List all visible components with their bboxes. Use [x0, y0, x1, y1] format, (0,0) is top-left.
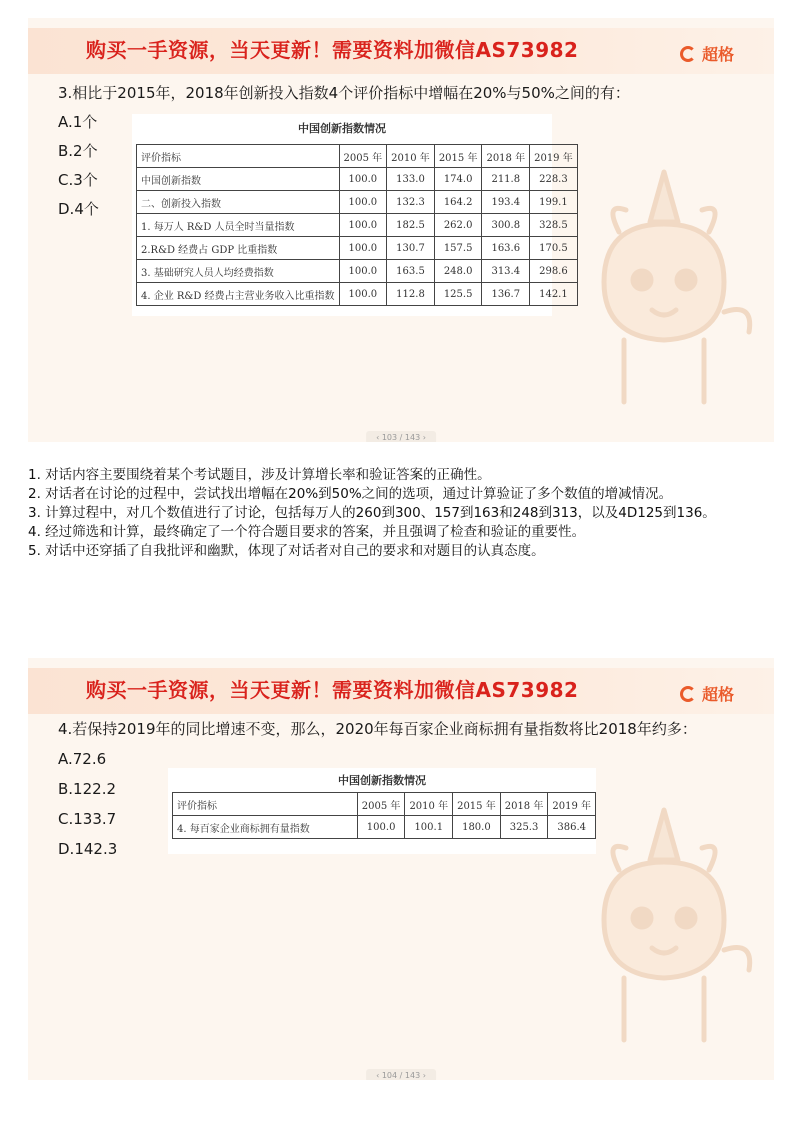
brand-name: 超格	[701, 685, 734, 704]
option-c: C.3个	[58, 171, 98, 189]
summary-item: 2. 对话者在讨论的过程中，尝试找出增幅在20%到50%之间的选项，通过计算验证了多个数值的增减情况。	[28, 486, 673, 502]
innovation-index-table	[172, 792, 596, 839]
cell-value: 132.3	[387, 191, 435, 214]
data-table-card	[168, 768, 596, 854]
cell-value: 130.7	[387, 237, 435, 260]
table-header-row	[137, 145, 578, 168]
promo-banner	[28, 28, 774, 74]
cell-value: 100.0	[339, 283, 387, 306]
option-b: B.2个	[58, 142, 98, 160]
row-label: 4. 每百家企业商标拥有量指数	[173, 816, 358, 839]
cell-value: 142.1	[530, 283, 578, 306]
cell-value: 136.7	[482, 283, 530, 306]
cell-value: 157.5	[434, 237, 482, 260]
row-label: 二、创新投入指数	[137, 191, 340, 214]
innovation-index-table	[136, 144, 578, 306]
answer-options	[58, 108, 99, 224]
table-row	[137, 214, 578, 237]
cell-value: 193.4	[482, 191, 530, 214]
cell-value: 386.4	[548, 816, 596, 839]
cell-value: 170.5	[530, 237, 578, 260]
header-cell: 2010 年	[405, 793, 453, 816]
cell-value: 180.0	[453, 816, 501, 839]
cell-value: 100.0	[339, 237, 387, 260]
cell-value: 248.0	[434, 260, 482, 283]
cell-value: 163.6	[482, 237, 530, 260]
table-row	[137, 191, 578, 214]
row-label: 中国创新指数	[137, 168, 340, 191]
table-title: 中国创新指数情况	[298, 122, 386, 135]
table-row	[137, 260, 578, 283]
cell-value: 313.4	[482, 260, 530, 283]
cell-value: 100.0	[339, 260, 387, 283]
table-row	[173, 816, 596, 839]
option-b: B.122.2	[58, 780, 117, 798]
cell-value: 228.3	[530, 168, 578, 191]
promo-banner	[28, 668, 774, 714]
data-table-card	[132, 114, 573, 316]
cell-value: 182.5	[387, 214, 435, 237]
option-a: A.72.6	[58, 750, 107, 768]
header-cell: 2018 年	[500, 793, 548, 816]
cell-value: 100.0	[339, 168, 387, 191]
banner-text: 购买一手资源，当天更新！需要资料加微信AS73982	[86, 38, 579, 62]
brand-g-icon	[680, 686, 696, 702]
summary-notes	[28, 466, 774, 561]
row-label: 2.R&D 经费占 GDP 比重指数	[137, 237, 340, 260]
cell-value: 100.0	[339, 214, 387, 237]
header-cell: 评价指标	[173, 793, 358, 816]
cell-value: 298.6	[530, 260, 578, 283]
header-cell: 2015 年	[434, 145, 482, 168]
question-text: 4.若保持2019年的同比增速不变，那么，2020年每百家企业商标拥有量指数将比2018年约多：	[58, 720, 697, 738]
slide-page-104	[28, 658, 774, 1080]
cell-value: 262.0	[434, 214, 482, 237]
header-cell: 2019 年	[548, 793, 596, 816]
header-cell: 2005 年	[339, 145, 387, 168]
row-label: 3. 基础研究人员人均经费指数	[137, 260, 340, 283]
header-cell: 2019 年	[530, 145, 578, 168]
unicorn-watermark-icon	[564, 800, 764, 1060]
cell-value: 125.5	[434, 283, 482, 306]
unicorn-watermark-icon	[564, 162, 764, 422]
cell-value: 163.5	[387, 260, 435, 283]
cell-value: 211.8	[482, 168, 530, 191]
header-cell: 2010 年	[387, 145, 435, 168]
header-cell: 评价指标	[137, 145, 340, 168]
cell-value: 100.1	[405, 816, 453, 839]
table-row	[137, 283, 578, 306]
cell-value: 100.0	[339, 191, 387, 214]
answer-options	[58, 744, 117, 864]
brand-logo	[680, 42, 734, 65]
header-cell: 2015 年	[453, 793, 501, 816]
cell-value: 100.0	[357, 816, 405, 839]
cell-value: 325.3	[500, 816, 548, 839]
option-c: C.133.7	[58, 810, 117, 828]
option-d: D.142.3	[58, 840, 118, 858]
row-label: 1. 每万人 R&D 人员全时当量指数	[137, 214, 340, 237]
table-row	[137, 237, 578, 260]
page-indicator: ‹ 104 / 143 ›	[366, 1069, 436, 1080]
page-indicator: ‹ 103 / 143 ›	[366, 431, 436, 442]
question-text: 3.相比于2015年，2018年创新投入指数4个评价指标中增幅在20%与50%之间的有：	[58, 84, 630, 102]
option-a: A.1个	[58, 113, 98, 131]
banner-text: 购买一手资源，当天更新！需要资料加微信AS73982	[86, 678, 579, 702]
summary-item: 1. 对话内容主要围绕着某个考试题目，涉及计算增长率和验证答案的正确性。	[28, 467, 491, 483]
brand-name: 超格	[701, 45, 734, 64]
summary-item: 4. 经过筛选和计算，最终确定了一个符合题目要求的答案，并且强调了检查和验证的重要性。	[28, 524, 586, 540]
cell-value: 300.8	[482, 214, 530, 237]
cell-value: 133.0	[387, 168, 435, 191]
cell-value: 199.1	[530, 191, 578, 214]
row-label: 4. 企业 R&D 经费占主营业务收入比重指数	[137, 283, 340, 306]
header-cell: 2018 年	[482, 145, 530, 168]
cell-value: 328.5	[530, 214, 578, 237]
table-header-row	[173, 793, 596, 816]
cell-value: 112.8	[387, 283, 435, 306]
cell-value: 164.2	[434, 191, 482, 214]
summary-item: 3. 计算过程中，对几个数值进行了讨论，包括每万人的260到300、157到163和248到313，以及4D125到136。	[28, 505, 716, 521]
brand-g-icon	[680, 46, 696, 62]
brand-logo	[680, 682, 734, 705]
summary-item: 5. 对话中还穿插了自我批评和幽默，体现了对话者对自己的要求和对题目的认真态度。	[28, 543, 545, 559]
table-row	[137, 168, 578, 191]
slide-page-103	[28, 18, 774, 442]
option-d: D.4个	[58, 200, 99, 218]
cell-value: 174.0	[434, 168, 482, 191]
header-cell: 2005 年	[357, 793, 405, 816]
table-title: 中国创新指数情况	[338, 774, 426, 787]
